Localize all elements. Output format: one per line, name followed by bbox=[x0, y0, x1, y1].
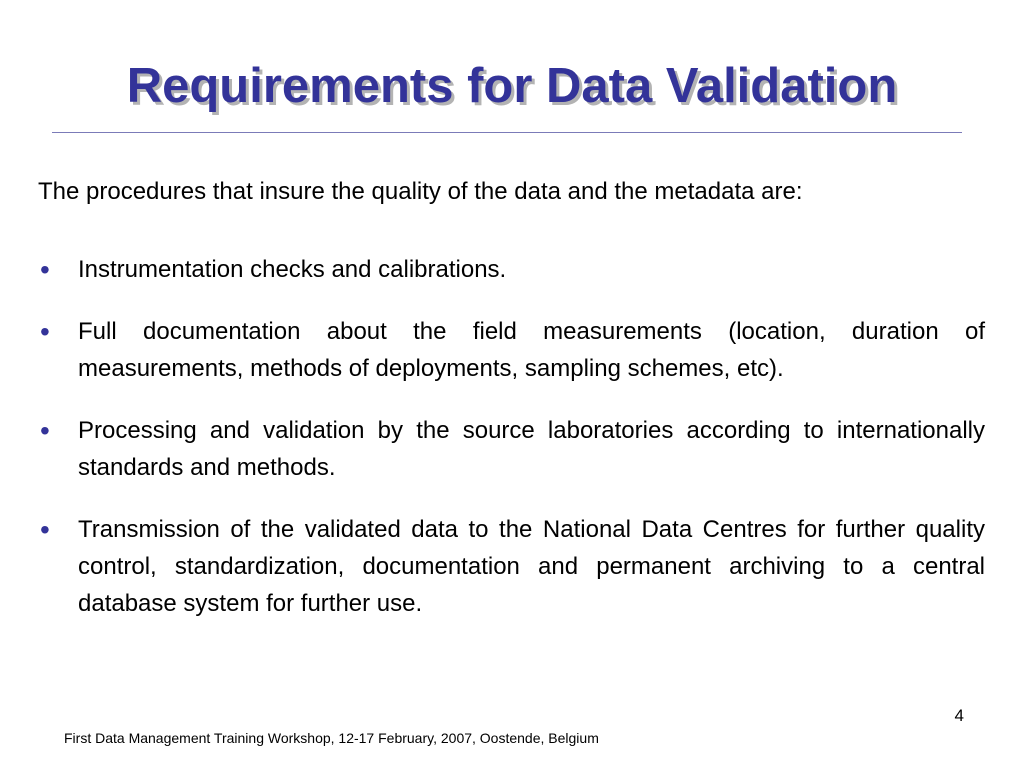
title-divider bbox=[52, 132, 962, 133]
bullet-item bbox=[40, 511, 985, 622]
bullet-dot-icon: • bbox=[40, 254, 50, 285]
bullet-list bbox=[40, 251, 985, 647]
bullet-text: Processing and validation by the source laboratories according to internationally standards and methods. bbox=[78, 417, 985, 481]
bullet-item bbox=[40, 313, 985, 387]
bullet-text: Full documentation about the field measurements (location, duration of measurements, methods of deployments, sampling schemes, etc). bbox=[78, 318, 985, 382]
bullet-item bbox=[40, 412, 985, 486]
bullet-text: Instrumentation checks and calibrations. bbox=[78, 256, 507, 283]
bullet-dot-icon: • bbox=[40, 316, 50, 347]
bullet-text: Transmission of the validated data to the National Data Centres for further quality control, standardization, documentation and permanent archiving to a central database system for further use. bbox=[78, 516, 985, 617]
page-number: 4 bbox=[954, 706, 964, 725]
slide-title: Requirements for Data Validation bbox=[126, 59, 898, 113]
bullet-dot-icon: • bbox=[40, 415, 50, 446]
footer-text: First Data Management Training Workshop, 12-17 February, 2007, Oostende, Belgium bbox=[64, 730, 599, 746]
intro-text: The procedures that insure the quality of the data and the metadata are: bbox=[38, 178, 803, 205]
bullet-dot-icon: • bbox=[40, 514, 50, 545]
bullet-item bbox=[40, 251, 985, 288]
